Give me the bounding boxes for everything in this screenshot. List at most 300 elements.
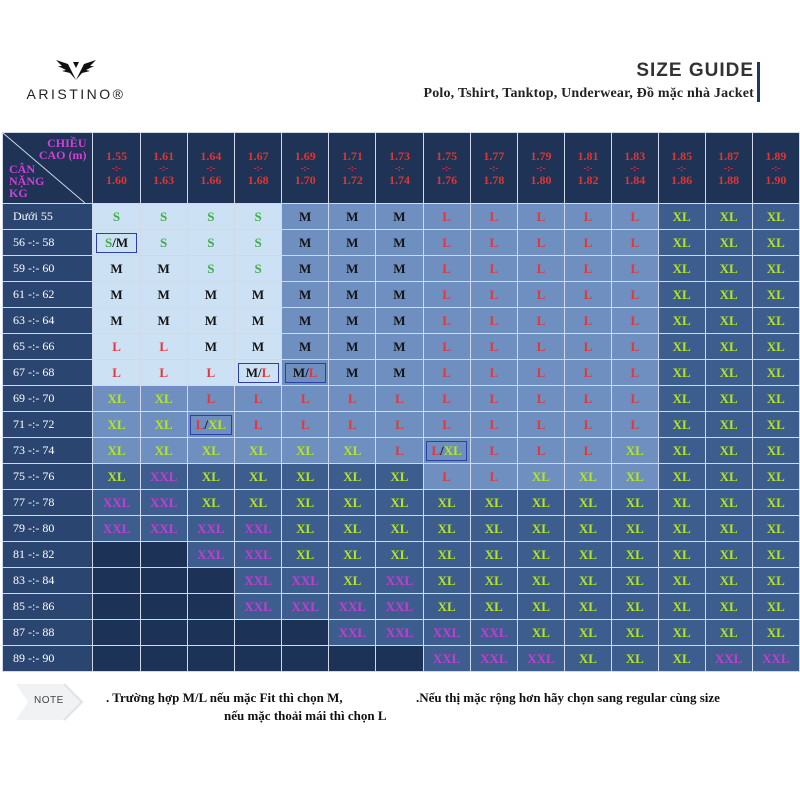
size-cell	[282, 620, 329, 646]
size-cell	[752, 542, 799, 568]
size-value: XL	[766, 208, 785, 224]
size-value: XL	[672, 442, 691, 458]
size-value: XL	[296, 494, 315, 510]
size-cell	[470, 438, 517, 464]
size-value: L	[630, 286, 640, 302]
size-value: M	[204, 286, 217, 302]
table-row	[3, 438, 800, 464]
size-value: XL	[531, 520, 550, 536]
weight-label: 63 -:- 64	[3, 308, 93, 334]
size-value: XXL	[102, 520, 131, 536]
size-value: L	[583, 260, 593, 276]
size-value: XL	[249, 442, 268, 458]
brand	[26, 58, 126, 102]
size-value: XL	[437, 546, 456, 562]
height-header	[187, 133, 234, 204]
size-cell	[611, 490, 658, 516]
size-value: M	[157, 312, 170, 328]
size-cell	[705, 230, 752, 256]
size-cell	[282, 282, 329, 308]
size-cell	[329, 204, 376, 230]
size-value: XXL	[244, 572, 272, 588]
size-value: XL	[578, 598, 597, 614]
size-value: L	[630, 208, 640, 224]
size-cell	[140, 542, 187, 568]
size-cell	[282, 334, 329, 360]
size-value: XL	[390, 494, 409, 510]
size-value: L	[159, 338, 168, 354]
size-value: XL	[437, 520, 456, 536]
height-header	[329, 133, 376, 204]
size-value: L	[395, 442, 404, 458]
size-value: L	[536, 442, 546, 458]
size-value: XL	[531, 494, 550, 510]
size-cell	[140, 230, 187, 256]
size-cell	[376, 620, 423, 646]
height-separator: -:-	[489, 163, 499, 173]
size-cell	[376, 308, 423, 334]
size-cell	[93, 464, 140, 490]
size-cell	[470, 412, 517, 438]
size-value: L	[347, 390, 357, 406]
size-value: XL	[672, 598, 691, 614]
size-value: M	[251, 312, 265, 328]
size-cell	[140, 438, 187, 464]
page-title: SIZE GUIDE	[636, 60, 754, 81]
size-cell	[752, 256, 799, 282]
size-cell	[752, 360, 799, 386]
size-cell	[140, 334, 187, 360]
height-to: 1.88	[718, 173, 740, 187]
size-cell	[611, 594, 658, 620]
height-from: 1.75	[436, 149, 458, 163]
size-value: L	[489, 208, 499, 224]
height-to: 1.68	[247, 173, 269, 187]
size-cell	[705, 568, 752, 594]
size-cell	[140, 594, 187, 620]
height-separator: -:-	[442, 163, 452, 173]
size-value: XL	[343, 468, 362, 484]
corner-cell	[3, 133, 93, 204]
size-cell	[470, 542, 517, 568]
size-value: XL	[672, 572, 691, 588]
size-value: XL	[625, 624, 644, 640]
size-value: L	[583, 390, 593, 406]
size-value: XXL	[149, 520, 178, 536]
height-separator: -:-	[630, 163, 640, 173]
size-cell	[423, 490, 470, 516]
size-cell	[187, 464, 234, 490]
size-cell	[187, 490, 234, 516]
size-value: L	[442, 338, 451, 354]
weight-label: Dưới 55	[3, 204, 93, 230]
size-cell	[517, 568, 564, 594]
size-cell	[470, 490, 517, 516]
note-text-1b: nếu mặc thoải mái thì chọn L	[224, 708, 387, 723]
size-cell	[423, 542, 470, 568]
size-cell	[235, 438, 282, 464]
size-value: XL	[719, 572, 738, 588]
height-to: 1.82	[577, 173, 599, 187]
size-value: XL	[672, 546, 691, 562]
size-cell	[565, 386, 612, 412]
size-value: L	[112, 338, 121, 354]
size-cell	[235, 542, 282, 568]
size-value: XL	[296, 468, 315, 484]
size-value: XL	[672, 520, 691, 536]
height-separator: -:-	[253, 163, 263, 173]
size-value: M	[110, 260, 123, 276]
size-cell	[470, 334, 517, 360]
size-cell	[611, 230, 658, 256]
size-value: XL	[531, 598, 550, 614]
size-cell	[752, 516, 799, 542]
size-cell	[140, 516, 187, 542]
size-value: XL	[625, 520, 644, 536]
size-cell	[93, 594, 140, 620]
size-cell	[282, 542, 329, 568]
size-cell	[517, 516, 564, 542]
size-value: L	[630, 364, 640, 380]
size-value: L	[583, 234, 593, 250]
size-cell	[658, 646, 705, 672]
size-cell	[329, 594, 376, 620]
size-cell	[140, 620, 187, 646]
size-cell	[611, 516, 658, 542]
size-cell	[235, 620, 282, 646]
size-value: L	[442, 312, 451, 328]
size-cell	[187, 308, 234, 334]
size-cell	[282, 308, 329, 334]
size-value: XL	[390, 546, 409, 562]
size-cell	[329, 516, 376, 542]
size-value: L	[489, 390, 499, 406]
size-cell	[611, 542, 658, 568]
size-cell	[611, 256, 658, 282]
size-cell	[752, 490, 799, 516]
size-cell	[187, 438, 234, 464]
size-cell	[658, 464, 705, 490]
size-cell	[235, 412, 282, 438]
size-value: M	[157, 260, 170, 276]
height-separator: -:-	[394, 163, 404, 173]
size-cell	[658, 516, 705, 542]
height-to: 1.76	[436, 173, 458, 187]
size-value: XL	[343, 442, 362, 458]
weight-label: 71 -:- 72	[3, 412, 93, 438]
size-cell	[423, 204, 470, 230]
size-cell	[140, 568, 187, 594]
size-value: XL	[719, 260, 738, 276]
size-value: XL	[201, 494, 220, 510]
size-value: XL	[672, 286, 691, 302]
size-cell	[565, 464, 612, 490]
size-cell: L/XL	[423, 438, 470, 464]
size-cell	[329, 620, 376, 646]
weight-axis-label: CÂN NẶNG KG	[9, 162, 45, 200]
size-value: XXL	[149, 494, 178, 510]
table-row	[3, 646, 800, 672]
size-cell	[93, 308, 140, 334]
size-cell	[705, 386, 752, 412]
table-row	[3, 542, 800, 568]
size-value: L	[442, 234, 451, 250]
size-value: XL	[719, 520, 738, 536]
height-header	[470, 133, 517, 204]
size-value: XL	[719, 390, 738, 406]
size-cell	[235, 230, 282, 256]
size-value: L	[300, 390, 310, 406]
size-value: M	[393, 364, 406, 380]
height-to: 1.74	[388, 173, 410, 187]
size-cell	[187, 568, 234, 594]
size-value: XL	[484, 572, 503, 588]
size-cell	[752, 412, 799, 438]
weight-label: 81 -:- 82	[3, 542, 93, 568]
size-cell	[565, 438, 612, 464]
size-value: XL	[672, 468, 691, 484]
size-cell	[376, 386, 423, 412]
size-cell	[329, 256, 376, 282]
size-value: M	[346, 286, 359, 302]
size-value: XL	[719, 338, 738, 354]
size-cell	[329, 230, 376, 256]
size-value: M	[299, 234, 312, 250]
size-cell	[187, 256, 234, 282]
size-value: XL	[766, 312, 785, 328]
table-row	[3, 308, 800, 334]
size-cell	[565, 204, 612, 230]
height-from: 1.85	[671, 149, 693, 163]
size-cell	[705, 256, 752, 282]
size-cell	[470, 646, 517, 672]
size-value: L	[395, 416, 404, 432]
weight-label: 77 -:- 78	[3, 490, 93, 516]
size-cell	[517, 542, 564, 568]
height-from: 1.61	[153, 149, 175, 163]
size-value: L	[442, 260, 451, 276]
size-value: M	[299, 338, 312, 354]
height-separator: -:-	[771, 163, 781, 173]
height-separator: -:-	[159, 163, 169, 173]
size-cell	[517, 386, 564, 412]
size-value: S	[160, 234, 168, 250]
size-cell	[187, 334, 234, 360]
size-value: XL	[343, 572, 362, 588]
size-value: XL	[296, 546, 315, 562]
size-value: L	[536, 234, 546, 250]
size-value: L	[253, 416, 263, 432]
size-value: XL	[719, 286, 738, 302]
size-cell	[611, 620, 658, 646]
height-to: 1.72	[341, 173, 363, 187]
size-cell	[423, 360, 470, 386]
note-text-2: .Nếu thị mặc rộng hơn hãy chọn sang regular cùng size	[416, 690, 720, 705]
size-value: XXL	[432, 650, 461, 666]
size-value: XL	[625, 572, 644, 588]
size-cell	[752, 282, 799, 308]
size-cell	[235, 490, 282, 516]
size-cell	[705, 334, 752, 360]
size-value: L	[630, 416, 640, 432]
size-cell	[517, 412, 564, 438]
size-value: XL	[484, 520, 503, 536]
size-cell	[235, 646, 282, 672]
size-value: XL	[625, 468, 644, 484]
size-value: M	[157, 286, 170, 302]
size-cell	[611, 334, 658, 360]
size-cell	[423, 412, 470, 438]
size-cell	[235, 204, 282, 230]
size-cell	[329, 282, 376, 308]
size-cell	[282, 438, 329, 464]
size-cell	[658, 204, 705, 230]
size-value: M	[299, 312, 312, 328]
size-value: L	[583, 442, 593, 458]
size-value: XL	[578, 520, 597, 536]
size-cell	[376, 204, 423, 230]
size-value: XL	[719, 312, 738, 328]
size-value: XL	[578, 624, 597, 640]
height-from: 1.71	[341, 149, 363, 163]
weight-label: 73 -:- 74	[3, 438, 93, 464]
size-cell	[140, 386, 187, 412]
size-value: XL	[766, 234, 785, 250]
size-value: L	[536, 312, 546, 328]
wing-logo-icon	[54, 58, 98, 82]
size-cell	[140, 490, 187, 516]
size-value: XL	[531, 468, 550, 484]
size-value: XXL	[385, 572, 414, 588]
size-value: XL	[672, 312, 691, 328]
size-cell	[658, 334, 705, 360]
size-value: XXL	[338, 624, 367, 640]
size-cell	[423, 464, 470, 490]
size-value: XL	[625, 494, 644, 510]
size-cell	[752, 230, 799, 256]
size-value: XL	[154, 442, 173, 458]
size-value: L	[489, 338, 499, 354]
size-cell	[565, 646, 612, 672]
size-cell	[658, 620, 705, 646]
size-cell	[705, 282, 752, 308]
size-value: XL	[531, 572, 550, 588]
table-row	[3, 516, 800, 542]
height-header	[752, 133, 799, 204]
size-cell	[517, 490, 564, 516]
weight-label: 69 -:- 70	[3, 386, 93, 412]
size-value: XXL	[149, 468, 178, 484]
size-value: L	[206, 364, 216, 380]
size-value: XL	[766, 338, 785, 354]
height-header	[235, 133, 282, 204]
size-value: L	[253, 390, 263, 406]
size-cell: M/L	[282, 360, 329, 386]
size-cell	[187, 516, 234, 542]
size-cell	[329, 646, 376, 672]
title-divider	[757, 62, 760, 102]
size-cell	[376, 334, 423, 360]
size-cell	[93, 490, 140, 516]
weight-label: 83 -:- 84	[3, 568, 93, 594]
size-cell	[611, 646, 658, 672]
size-cell	[423, 386, 470, 412]
height-header	[565, 133, 612, 204]
size-cell	[423, 256, 470, 282]
height-separator: -:-	[677, 163, 687, 173]
height-from: 1.55	[106, 149, 128, 163]
size-value: XL	[672, 208, 691, 224]
size-value: L	[536, 338, 546, 354]
size-value: L	[536, 286, 546, 302]
size-value: L	[489, 416, 499, 432]
height-separator: -:-	[112, 163, 122, 173]
size-cell	[187, 360, 234, 386]
size-cell	[140, 282, 187, 308]
size-cell	[752, 464, 799, 490]
size-cell	[235, 282, 282, 308]
size-value: XL	[766, 494, 785, 510]
size-value: L	[536, 260, 546, 276]
height-header	[376, 133, 423, 204]
height-to: 1.78	[483, 173, 505, 187]
size-cell	[752, 204, 799, 230]
size-value: L	[489, 234, 499, 250]
size-cell	[705, 620, 752, 646]
brand-name: ARISTINO®	[26, 86, 126, 102]
size-value: L	[583, 286, 593, 302]
size-cell	[565, 490, 612, 516]
size-cell	[517, 204, 564, 230]
size-value: XL	[343, 546, 362, 562]
size-value: L	[489, 364, 499, 380]
size-value: XL	[672, 234, 691, 250]
size-cell	[282, 594, 329, 620]
size-cell	[376, 646, 423, 672]
size-value: M	[251, 338, 265, 354]
height-to: 1.63	[153, 173, 175, 187]
size-value: S	[112, 208, 121, 224]
table-row	[3, 360, 800, 386]
size-cell	[282, 412, 329, 438]
size-cell	[517, 438, 564, 464]
size-value: L	[489, 312, 499, 328]
size-cell	[187, 542, 234, 568]
size-cell	[517, 360, 564, 386]
size-cell	[376, 438, 423, 464]
size-cell	[517, 308, 564, 334]
size-cell	[517, 230, 564, 256]
size-value: L	[630, 260, 640, 276]
height-separator: -:-	[206, 163, 216, 173]
size-cell	[93, 386, 140, 412]
table-row	[3, 464, 800, 490]
size-cell	[282, 516, 329, 542]
size-cell	[235, 334, 282, 360]
size-value: L	[583, 338, 593, 354]
size-cell	[376, 412, 423, 438]
size-cell	[470, 282, 517, 308]
height-from: 1.64	[200, 149, 222, 163]
size-value: L	[583, 312, 593, 328]
size-cell	[658, 490, 705, 516]
size-value: XL	[766, 390, 785, 406]
size-cell	[470, 204, 517, 230]
size-cell	[752, 620, 799, 646]
size-value: XL	[107, 416, 126, 432]
size-cell	[93, 282, 140, 308]
size-value: L	[583, 364, 593, 380]
